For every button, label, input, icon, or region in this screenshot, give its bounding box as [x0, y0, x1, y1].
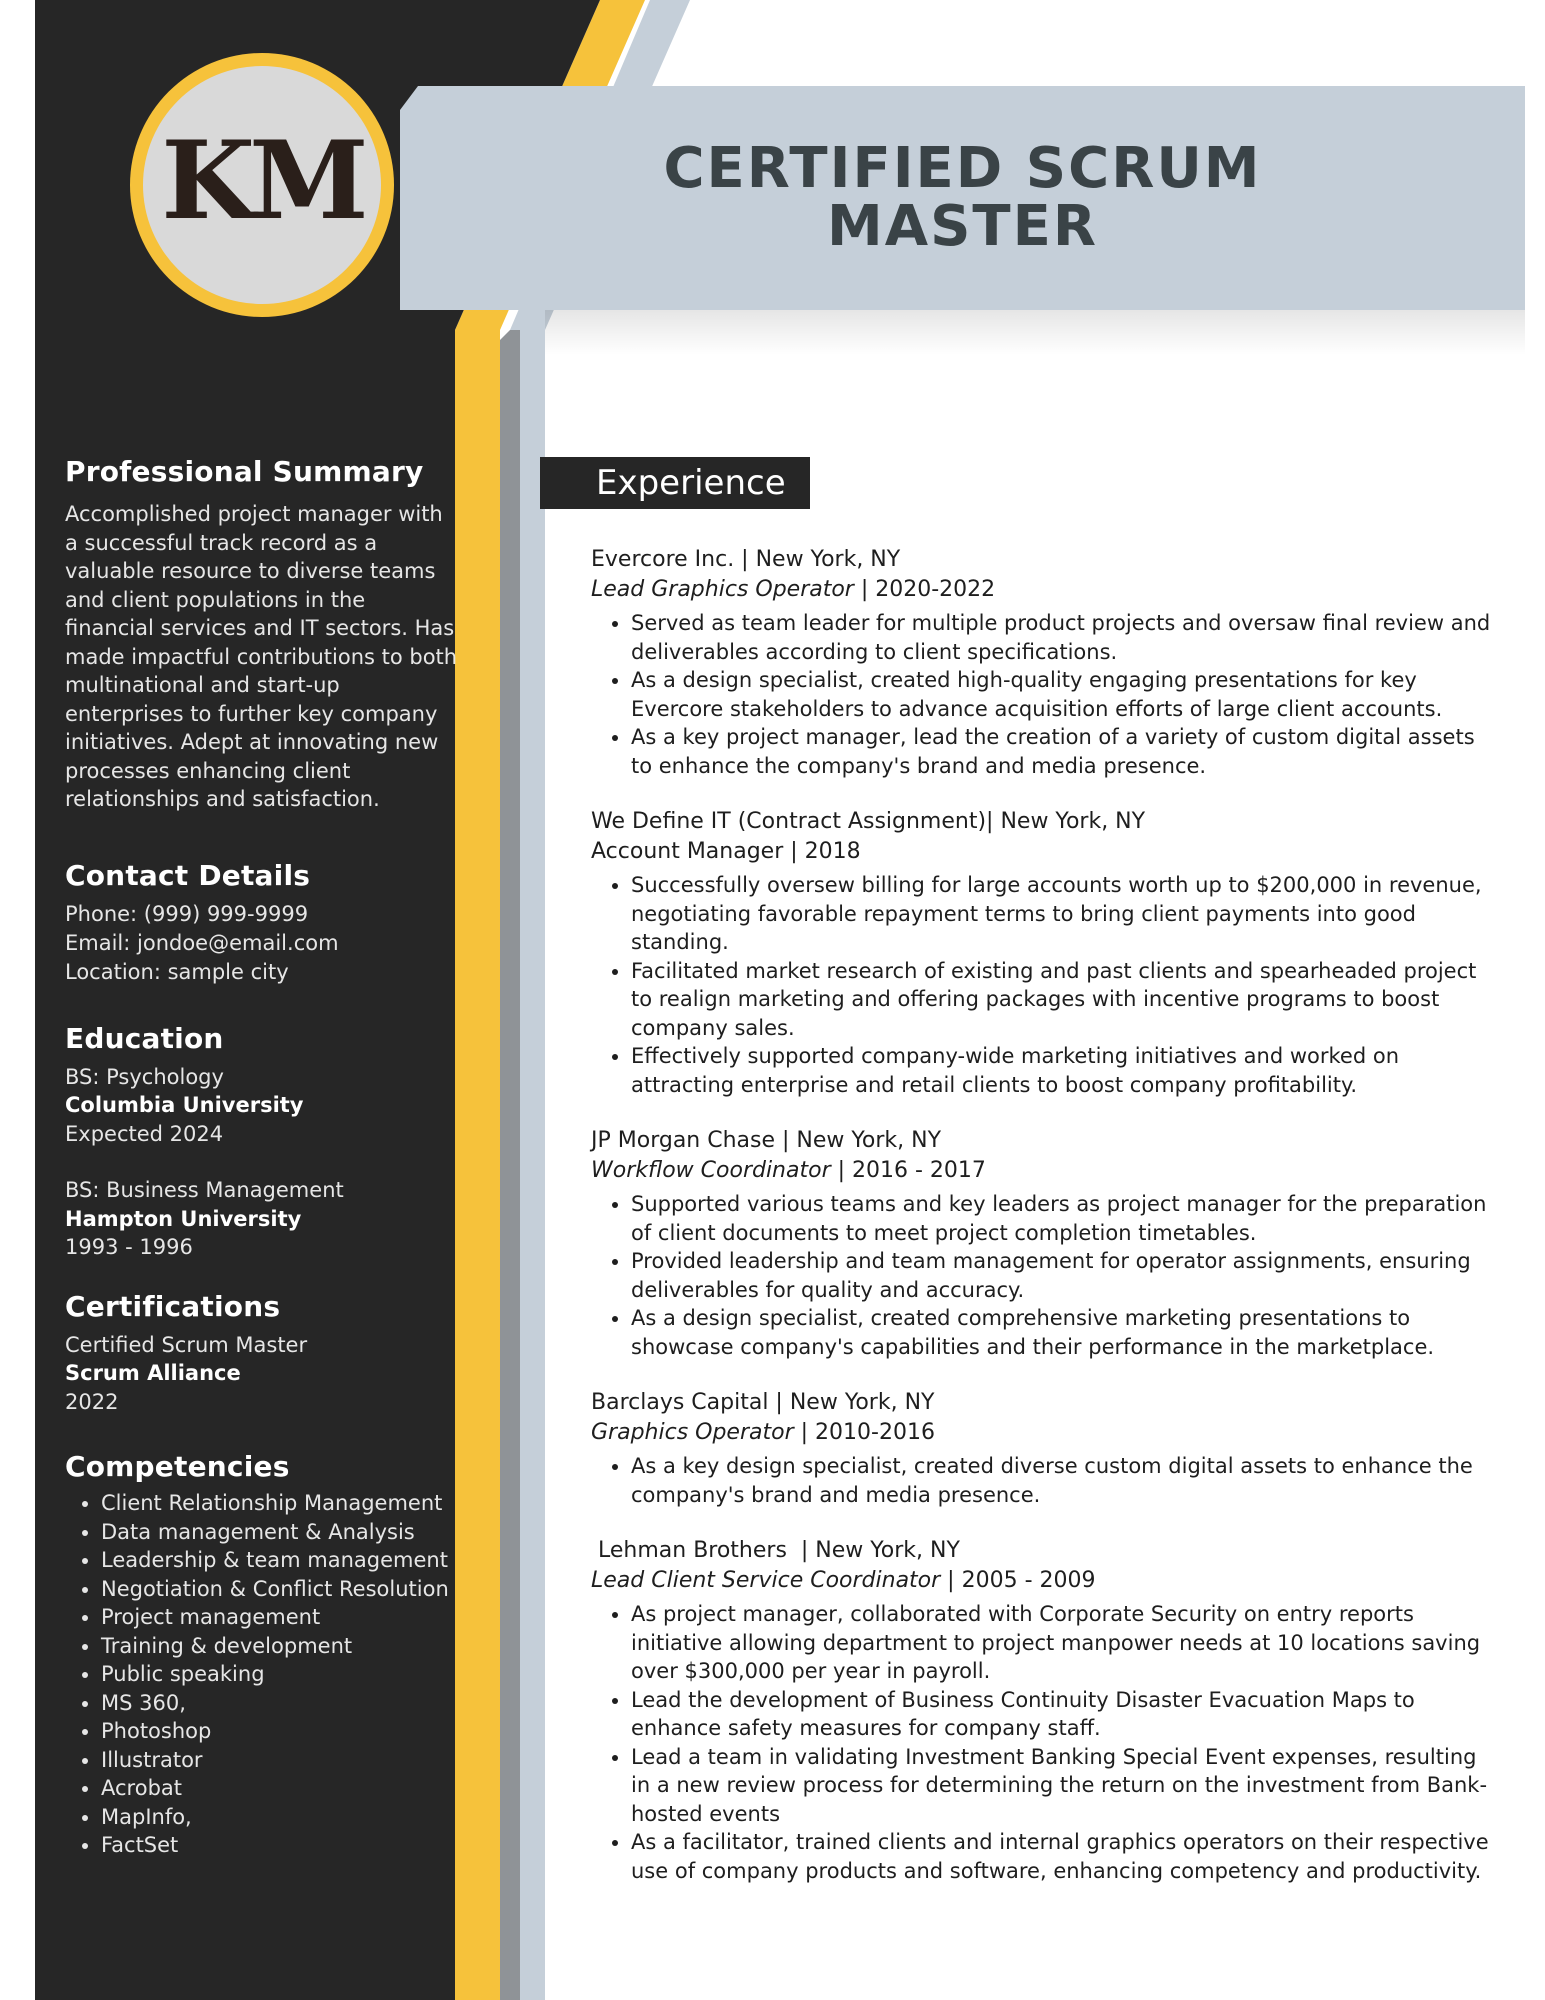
job-bullet: • Effectively supported company-wide marketing initiatives and worked on attracting enterprise and retail clients to boost company profitability. [631, 1042, 1491, 1099]
education-section [65, 1022, 460, 1262]
education-degree: BS: Business Management [65, 1178, 344, 1202]
gray-edge [500, 330, 520, 2000]
job-company: Barclays Capital | New York, NY [591, 1390, 935, 1415]
competency-item: • Acrobat [101, 1774, 460, 1803]
education-heading: Education [65, 1021, 224, 1055]
job-bullet: • Supported various teams and key leaders as project manager for the preparation of client documents to meet project completion timetables. [631, 1190, 1491, 1247]
job-role [591, 1566, 1491, 1596]
competencies-section [65, 1450, 460, 1860]
job-company: We Define IT (Contract Assignment)| New York, NY [591, 809, 1146, 834]
job-company: Lehman Brothers | New York, NY [591, 1538, 960, 1563]
certifications-heading: Certifications [65, 1289, 281, 1323]
summary-section [65, 455, 460, 814]
page-title [400, 86, 1525, 310]
contact-section [65, 859, 460, 987]
job-bullets [591, 1190, 1491, 1361]
competency-item: • Data management & Analysis [101, 1518, 460, 1547]
job-role [591, 575, 1491, 605]
sidebar [65, 455, 460, 1860]
job-entry [591, 1126, 1491, 1361]
job-dates: | 2020-2022 [853, 577, 996, 602]
job-bullet: • As a key design specialist, created diverse custom digital assets to enhance the company's brand and media presence. [631, 1452, 1491, 1509]
job-title: Workflow Coordinator [591, 1158, 831, 1183]
job-bullet: • As a design specialist, created high-quality engaging presentations for key Evercore stakeholders to advance acquisition efforts of large client accounts. [631, 666, 1491, 723]
job-dates: Account Manager | 2018 [591, 839, 861, 864]
contact-location: Location: sample city [65, 959, 289, 984]
competency-item: • Client Relationship Management [101, 1489, 460, 1518]
competency-item: • Public speaking [101, 1660, 460, 1689]
job-entry [591, 545, 1491, 780]
competency-item: • FactSet [101, 1831, 460, 1860]
education-date: 1993 - 1996 [65, 1235, 193, 1259]
job-bullets [591, 1452, 1491, 1509]
job-bullet: • Provided leadership and team management for operator assignments, ensuring deliverables for quality and accuracy. [631, 1247, 1491, 1304]
education-school: Hampton University [65, 1206, 302, 1231]
job-bullet: • Facilitated market research of existing and past clients and spearheaded project to realign marketing and offering packages with incentive programs to boost company sales. [631, 957, 1491, 1043]
education-degree: BS: Psychology [65, 1064, 224, 1089]
job-bullet: • Successfully oversew billing for large accounts worth up to $200,000 in revenue, negotiating favorable repayment terms to bring client payments into good standing. [631, 871, 1491, 957]
education-school: Columbia University [65, 1093, 304, 1117]
job-role [591, 1156, 1491, 1186]
education-entry [65, 1176, 460, 1262]
competency-item: • MapInfo, [101, 1803, 460, 1832]
job-dates: | 2010-2016 [793, 1420, 935, 1445]
title-shadow [545, 310, 1525, 355]
contact-heading: Contact Details [65, 858, 311, 892]
competency-item: • Illustrator [101, 1746, 460, 1775]
job-dates: | 2005 - 2009 [940, 1568, 1096, 1593]
job-bullets [591, 1600, 1491, 1885]
competency-item: • Leadership & team management [101, 1546, 460, 1575]
job-bullets [591, 609, 1491, 780]
education-date: Expected 2024 [65, 1121, 224, 1146]
job-bullet: • Lead the development of Business Continuity Disaster Evacuation Maps to enhance safety measures for company staff. [631, 1686, 1491, 1743]
experience-section [591, 545, 1491, 1912]
job-bullet: • As a design specialist, created comprehensive marketing presentations to showcase company's capabilities and their performance in the marketplace. [631, 1304, 1491, 1361]
job-title: Graphics Operator [591, 1420, 794, 1445]
competency-item: • MS 360, [101, 1689, 460, 1718]
job-entry [591, 1388, 1491, 1509]
job-bullet: • As a key project manager, lead the creation of a variety of custom digital assets to enhance the company's brand and media presence. [631, 723, 1491, 780]
job-entry [591, 1536, 1491, 1885]
job-role [591, 1418, 1491, 1448]
job-company: JP Morgan Chase | New York, NY [591, 1128, 942, 1153]
competency-item: • Project management [101, 1603, 460, 1632]
education-entry [65, 1063, 460, 1149]
competency-item: • Negotiation & Conflict Resolution [101, 1575, 460, 1604]
contact-email: Email: jondoe@email.com [65, 930, 339, 955]
competency-item: • Training & development [101, 1632, 460, 1661]
title-line-2: MASTER [827, 194, 1098, 259]
competencies-heading: Competencies [65, 1450, 290, 1483]
certification-org: Scrum Alliance [65, 1361, 241, 1385]
competency-item: • Photoshop [101, 1717, 460, 1746]
job-role [591, 837, 1491, 867]
summary-text: Accomplished project manager with a successful track record as a valuable resource to diverse teams and client populations in the financial services and IT sectors. Has made impactful contributions to both multinational and start-up enterprises to further key company initiatives. Adept at innovating new processes enhancing client relationships and satisfaction. [65, 502, 458, 811]
contact-phone: Phone: (999) 999-9999 [65, 901, 309, 926]
job-title: Lead Client Service Coordinator [591, 1568, 941, 1593]
logo-initials: KM [161, 118, 363, 244]
job-bullets [591, 871, 1491, 1099]
job-bullet: • As a facilitator, trained clients and internal graphics operators on their respective use of company products and software, enhancing competency and productivity. [631, 1828, 1491, 1885]
competencies-list [65, 1489, 460, 1860]
job-entry [591, 807, 1491, 1099]
certification-year: 2022 [65, 1389, 119, 1414]
job-bullet: • Lead a team in validating Investment Banking Special Event expenses, resulting in a new review process for determining the return on the investment from Bank-hosted events [631, 1743, 1491, 1829]
job-title: Lead Graphics Operator [591, 577, 854, 602]
certifications-section [65, 1290, 460, 1417]
job-dates: | 2016 - 2017 [830, 1158, 986, 1183]
certification-name: Certified Scrum Master [65, 1332, 308, 1357]
summary-heading: Professional Summary [65, 455, 424, 488]
job-company: Evercore Inc. | New York, NY [591, 547, 901, 572]
experience-heading: Experience [540, 457, 810, 509]
title-line-1: CERTIFIED SCRUM [663, 136, 1262, 201]
job-bullet: • As project manager, collaborated with Corporate Security on entry reports initiative allowing department to project manpower needs at 10 locations saving over $300,000 per year in payroll. [631, 1600, 1491, 1686]
job-bullet: • Served as team leader for multiple product projects and oversaw final review and deliverables according to client specifications. [631, 609, 1491, 666]
